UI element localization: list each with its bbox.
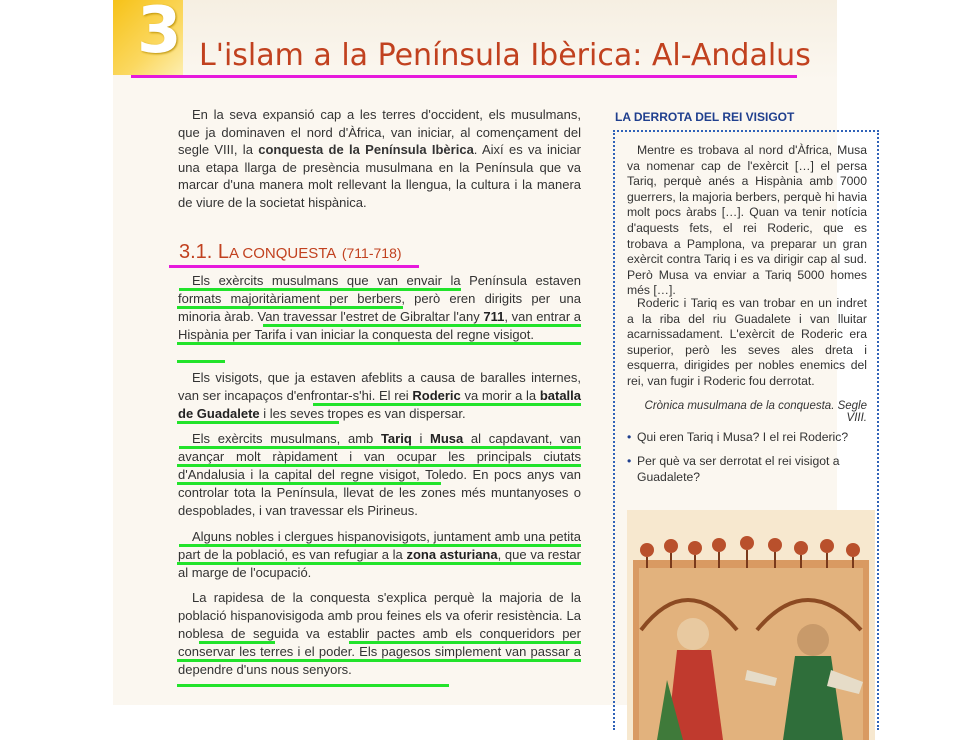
highlight-line <box>177 360 225 363</box>
highlight-line <box>177 684 449 687</box>
paragraph-text: La rapidesa de la conquesta s'explica perquè la majoria de la població hispanovisigoda amb prou feines els va oferir resistència. La noblesa de seguida va establir pactes amb els conqueridors per conservar les terres i el poder. Els pagesos simplement van passar a dependre d'uns nous senyors. <box>178 590 581 677</box>
paragraph-text: Els exèrcits musulmans que van envair la Península estaven formats majoritàriament per berbers, però eren dirigits per una minoria àrab. Van travessar l'estret de Gibraltar l'any <box>178 273 581 324</box>
bold-year: 711 <box>483 309 505 324</box>
title-highlight <box>131 75 797 78</box>
bold-roderic: Roderic <box>412 388 461 403</box>
highlight-line <box>177 421 339 424</box>
sidebar-question: • Qui eren Tariq i Musa? I el rei Roderic? <box>627 430 877 446</box>
section-number: 3.1. <box>179 241 213 263</box>
medieval-miniature-illustration <box>627 510 875 740</box>
paragraph-text: Alguns nobles i clergues hispanovisigots, juntament amb una petita part de la població, es van refugiar a la <box>178 529 581 562</box>
highlight-line <box>177 482 441 485</box>
paragraph-text: i <box>411 431 431 446</box>
section-heading <box>179 241 402 264</box>
page-title: L'islam a la Península Ibèrica: Al-Andalus <box>199 38 811 73</box>
sidebar-paragraph: Roderic i Tariq es van trobar en un indret a la riba del riu Guadalete i van lluitar acarnissadament. L'exèrcit de Roderic era superior, però les seves ales dreta i esquerra, dirigides per nobles enemics del rei, van fugir i Roderic fou derrotat. <box>627 296 867 388</box>
chapter-number: 3 <box>137 0 182 68</box>
section-dates: (711-718) <box>341 245 402 261</box>
paragraph-advance <box>178 430 581 520</box>
highlight-line <box>177 306 403 309</box>
bold-tariq: Tariq <box>380 431 412 446</box>
chapter-number-box <box>113 0 183 75</box>
intro-bold-term: conquesta de la Península Ibèrica <box>258 142 474 157</box>
sidebar-title: LA DERROTA DEL REI VISIGOT <box>615 110 795 124</box>
bold-asturian-zone: zona asturiana <box>406 547 498 562</box>
highlight-line <box>263 324 581 327</box>
bold-battle: batalla de Guadalete <box>178 388 581 421</box>
highlight-line <box>177 659 581 662</box>
paragraph-rapidity <box>178 589 581 679</box>
highlight-line <box>179 446 581 449</box>
sidebar-paragraph: Mentre es trobava al nord d'Àfrica, Musa va nomenar cap de l'exèrcit […] el persa Tariq, perquè anés a Hispània amb 7000 guerrers, la majoria berbers, perquè hi havia molt pocs àrabs […]. Quan va tenir notícia d'aquests fets, el rei Roderic, que es trobava a Pamplona, va preparar un gran exèrcit contra Tariq i es va dirigir cap al sud. Però Musa va enviar a Tariq 5000 homes més […]. <box>627 143 867 298</box>
paragraph-visigoths <box>178 369 581 423</box>
highlight-line <box>177 562 581 565</box>
highlight-line <box>177 342 581 345</box>
paragraph-text: va morir a la <box>460 388 540 403</box>
bold-musa: Musa <box>430 431 464 446</box>
section-heading-highlight <box>169 265 419 268</box>
sidebar-panel <box>613 108 885 708</box>
intro-text: En la seva expansió cap a les terres d'occident, els musulmans, que ja dominaven el nord d'Àfrica, van iniciar, al començament del segle VIII, la <box>178 107 581 157</box>
highlight-line <box>313 403 581 406</box>
intro-paragraph <box>178 106 581 211</box>
paragraph-text: , que va restar al marge de l'ocupació. <box>178 547 581 580</box>
section-title: A CONQUESTA <box>229 245 337 262</box>
paragraph-text: i les seves tropes es van dispersar. <box>259 406 466 421</box>
sidebar-source: Crònica musulmana de la conquesta. Segle VIII. <box>644 400 867 424</box>
highlight-line <box>179 544 581 547</box>
sidebar-dotted-box <box>613 130 879 730</box>
textbook-page <box>113 0 867 705</box>
section-initial: L <box>217 241 230 263</box>
intro-text-end: . Així es va iniciar una etapa llarga de presència musulmana en la Península que va marcar d'una manera molt rellevant la llengua, la cultura i la manera de viure de la societat hispànica. <box>178 142 581 210</box>
paragraph-text: Els visigots, que ja estaven afeblits a causa de baralles internes, van ser incapaços d'enfrontar-s'hi. El rei <box>178 370 581 403</box>
paragraph-text: , van entrar a Hispània per Tarifa i van iniciar la conquesta del regne visigot. <box>178 309 582 342</box>
sidebar-question: • Per què va ser derrotat el rei visigot a Guadalete? <box>627 454 877 485</box>
highlight-line <box>177 464 581 467</box>
highlight-line <box>179 288 461 291</box>
paragraph-text: Els exèrcits musulmans, amb <box>192 431 381 446</box>
paragraph-text: al capdavant, van avançar molt ràpidament i van ocupar les principals ciutats d'Andalusia i la capital del regne visigot, Toledo. En pocs anys van controlar tota la Península, llevat de les zones més muntanyoses o despoblades, i van travessar els Pirineus. <box>178 431 581 518</box>
paragraph-asturias <box>178 528 581 582</box>
highlight-line <box>199 641 275 644</box>
highlight-line <box>349 641 581 644</box>
